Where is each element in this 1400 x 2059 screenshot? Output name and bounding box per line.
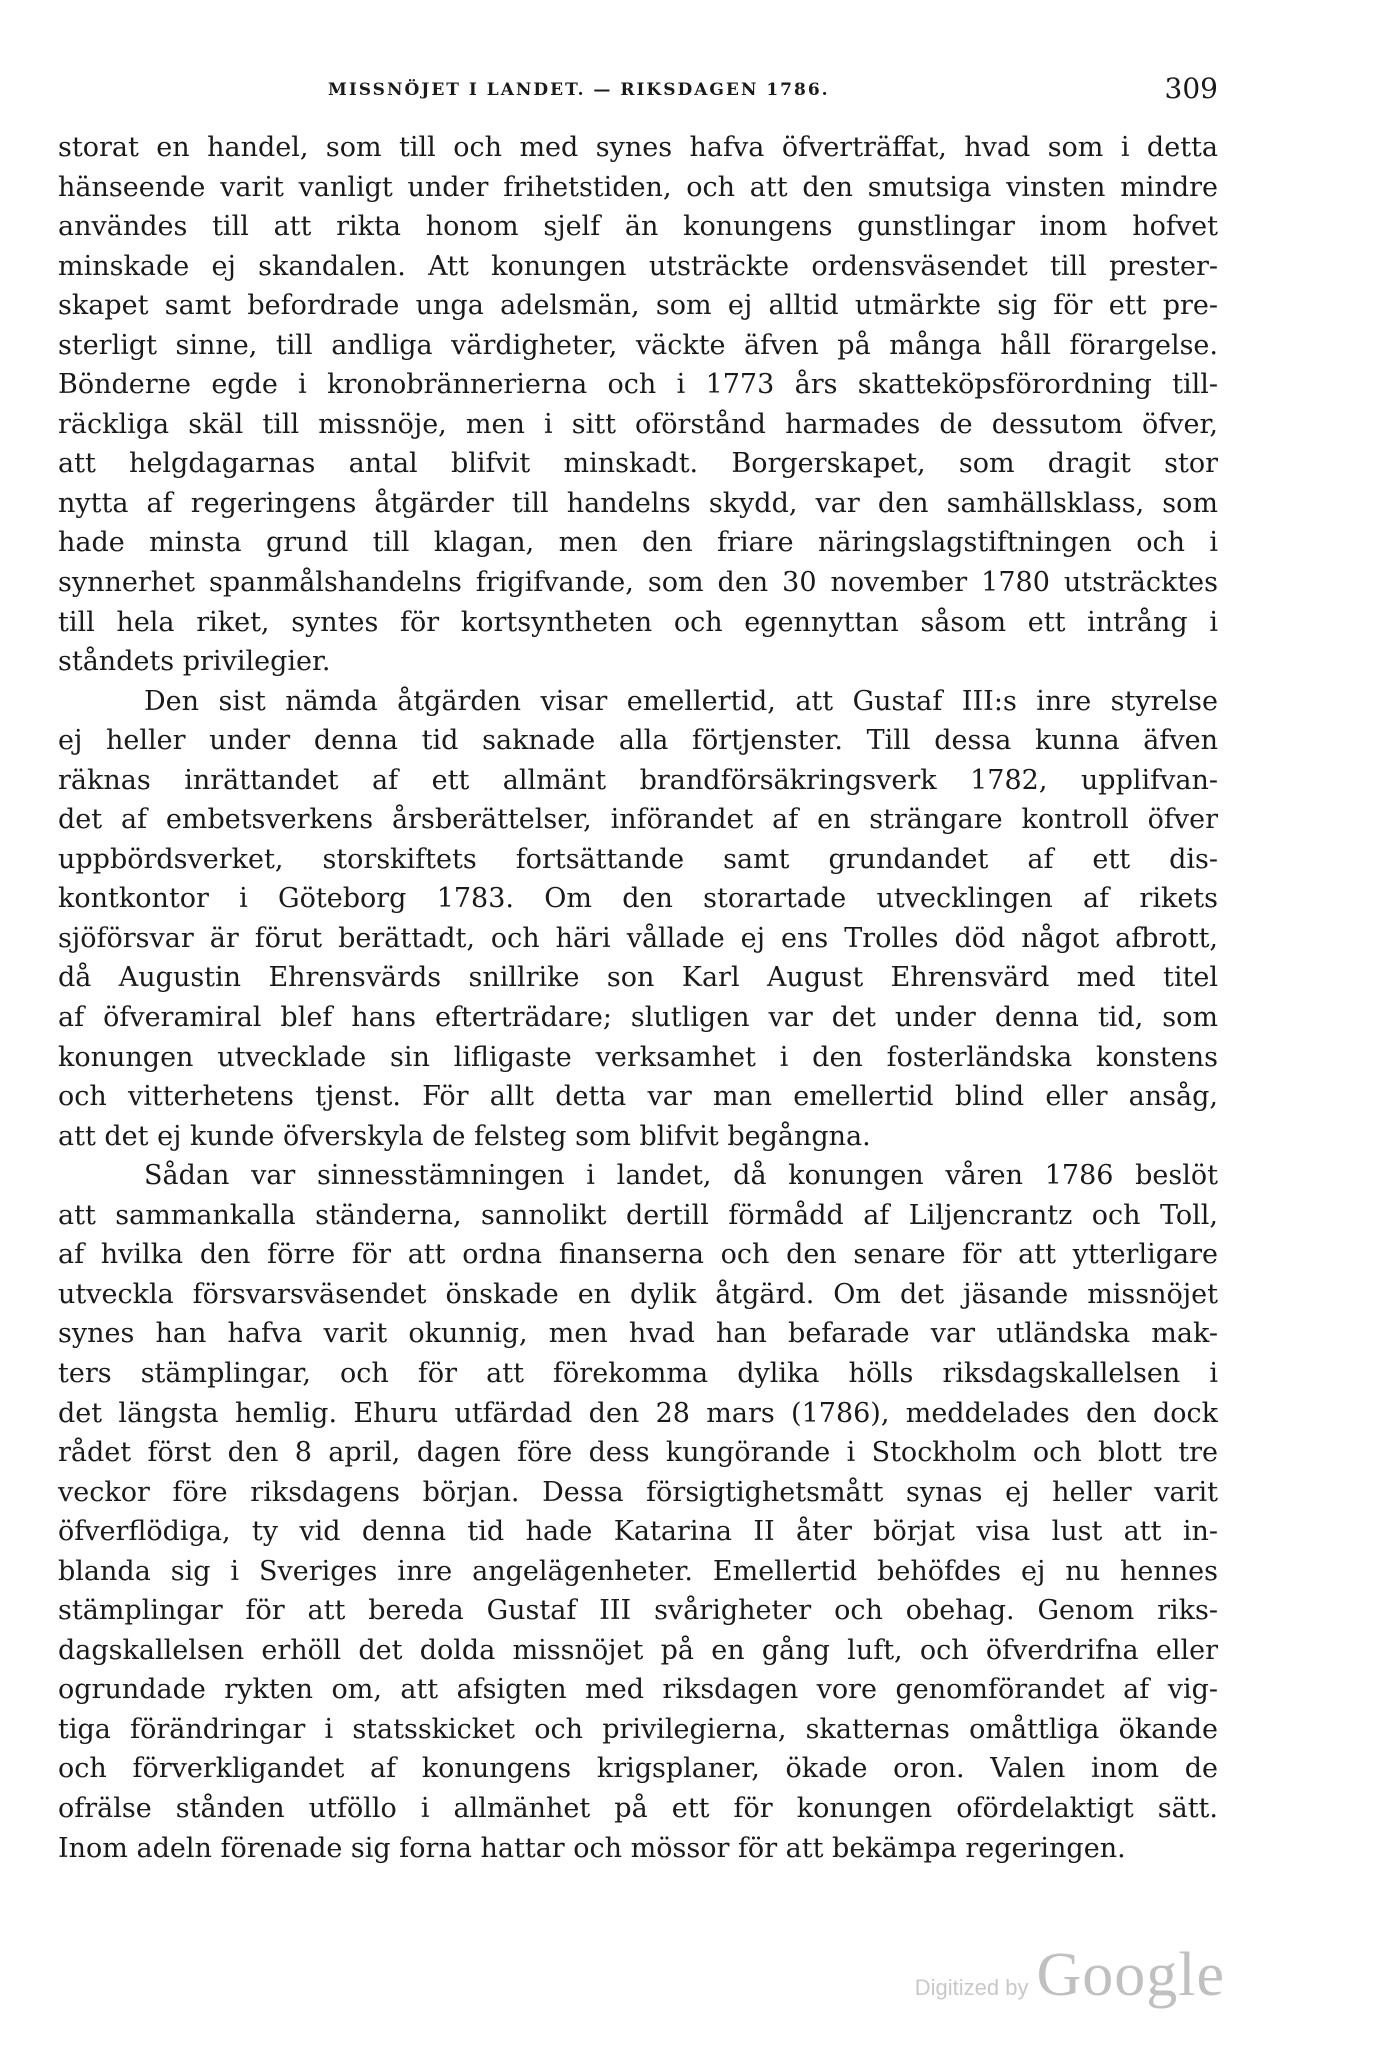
text-line: nytta af regeringens åtgärder till handelns skydd, var den samhällsklass, som xyxy=(58,487,1218,519)
text-line: kontkontor i Göteborg 1783. Om den storartade utvecklingen af rikets xyxy=(58,883,1218,915)
page-header xyxy=(58,72,1218,112)
text-line: skapet samt befordrade unga adelsmän, som ej alltid utmärkte sig för ett pre- xyxy=(58,290,1218,322)
text-line: ters stämplingar, och för att förekomma dylika hölls riksdagskallelsen i xyxy=(58,1357,1218,1389)
text-line: sterligt sinne, till andliga värdigheter, väckte äfven på många håll förargelse. xyxy=(58,329,1218,361)
text-line: Sådan var sinnesstämningen i landet, då konungen våren 1786 beslöt xyxy=(144,1160,1218,1192)
text-line: hade minsta grund till klagan, men den friare näringslagstiftningen och i xyxy=(58,527,1218,559)
digitized-watermark xyxy=(915,1940,1225,2011)
text-line: till hela riket, syntes för kortsyntheten och egennyttan såsom ett intrång i xyxy=(58,606,1218,638)
body-text xyxy=(58,128,1218,1868)
text-line: hänseende varit vanligt under frihetstiden, och att den smutsiga vinsten mindre xyxy=(58,171,1218,203)
running-title: MISSNÖJET I LANDET. — RIKSDAGEN 1786. xyxy=(328,80,830,100)
text-line: veckor före riksdagens början. Dessa försigtighetsmått synas ej heller varit xyxy=(58,1476,1218,1508)
text-line: då Augustin Ehrensvärds snillrike son Karl August Ehrensvärd med titel xyxy=(58,962,1218,994)
text-line: tiga förändringar i statsskicket och privilegierna, skatternas omåttliga ökande xyxy=(58,1713,1218,1745)
text-line: det längsta hemlig. Ehuru utfärdad den 28 mars (1786), meddelades den dock xyxy=(58,1397,1218,1429)
text-line: ofrälse stånden utföllo i allmänhet på ett för konungen ofördelaktigt sätt. xyxy=(58,1792,1218,1824)
text-line: blanda sig i Sveriges inre angelägenheter. Emellertid behöfdes ej nu hennes xyxy=(58,1555,1218,1587)
text-line: sjöförsvar är förut berättadt, och häri vållade ej ens Trolles död något afbrott, xyxy=(58,922,1218,954)
text-line: af öfveramiral blef hans efterträdare; slutligen var det under denna tid, som xyxy=(58,1002,1218,1034)
text-line: räckliga skäl till missnöje, men i sitt oförstånd harmades de dessutom öfver, xyxy=(58,408,1218,440)
google-logo: Google xyxy=(1036,1941,1225,2009)
watermark-prefix: Digitized by xyxy=(914,1975,1029,2000)
text-line: användes till att rikta honom sjelf än konungens gunstlingar inom hofvet xyxy=(58,211,1218,243)
text-line: synes han hafva varit okunnig, men hvad han befarade var utländska mak- xyxy=(58,1318,1218,1350)
text-line: Bönderne egde i kronobrännerierna och i 1773 års skatteköpsförordning till- xyxy=(58,369,1218,401)
text-line: Den sist nämda åtgärden visar emellertid, att Gustaf III:s inre styrelse xyxy=(144,685,1218,717)
text-line: ogrundade rykten om, att afsigten med riksdagen vore genomförandet af vig- xyxy=(58,1674,1218,1706)
text-line: ståndets privilegier. xyxy=(58,646,331,678)
text-line: att sammankalla ständerna, sannolikt dertill förmådd af Liljencrantz och Toll, xyxy=(58,1199,1218,1231)
text-line: räknas inrättandet af ett allmänt brandförsäkringsverk 1782, upplifvan- xyxy=(58,764,1218,796)
text-line: synnerhet spanmålshandelns frigifvande, som den 30 november 1780 utsträcktes xyxy=(58,567,1218,599)
text-line: af hvilka den förre för att ordna finanserna och den senare för att ytterligare xyxy=(58,1239,1218,1271)
text-line: rådet först den 8 april, dagen före dess kungörande i Stockholm och blott tre xyxy=(58,1437,1218,1469)
text-line: dagskallelsen erhöll det dolda missnöjet på en gång luft, och öfverdrifna eller xyxy=(58,1634,1218,1666)
text-line: att helgdagarnas antal blifvit minskadt. Borgerskapet, som dragit stor xyxy=(58,448,1218,480)
text-line: storat en handel, som till och med synes hafva öfverträffat, hvad som i detta xyxy=(58,132,1218,163)
text-line: Inom adeln förenade sig forna hattar och mössor för att bekämpa regeringen. xyxy=(58,1832,1126,1864)
text-line: och förverkligandet af konungens krigsplaner, ökade oron. Valen inom de xyxy=(58,1753,1218,1785)
text-line: utveckla försvarsväsendet önskade en dylik åtgärd. Om det jäsande missnöjet xyxy=(58,1278,1218,1310)
text-line: öfverflödiga, ty vid denna tid hade Katarina II åter börjat visa lust att in- xyxy=(58,1516,1218,1548)
text-line: ej heller under denna tid saknade alla förtjenster. Till dessa kunna äfven xyxy=(58,725,1218,757)
text-line: stämplingar för att bereda Gustaf III svårigheter och obehag. Genom riks- xyxy=(58,1595,1218,1627)
text-line: det af embetsverkens årsberättelser, införandet af en strängare kontroll öfver xyxy=(58,804,1218,836)
page-number: 309 xyxy=(1164,72,1218,105)
text-line: minskade ej skandalen. Att konungen utsträckte ordensväsendet till prester- xyxy=(58,250,1218,282)
text-line: konungen utvecklade sin lifligaste verksamhet i den fosterländska konstens xyxy=(58,1041,1218,1073)
text-line: uppbördsverket, storskiftets fortsättande samt grundandet af ett dis- xyxy=(58,843,1218,875)
text-line: och vitterhetens tjenst. För allt detta var man emellertid blind eller ansåg, xyxy=(58,1081,1218,1113)
text-line: att det ej kunde öfverskyla de felsteg som blifvit begångna. xyxy=(58,1120,871,1152)
